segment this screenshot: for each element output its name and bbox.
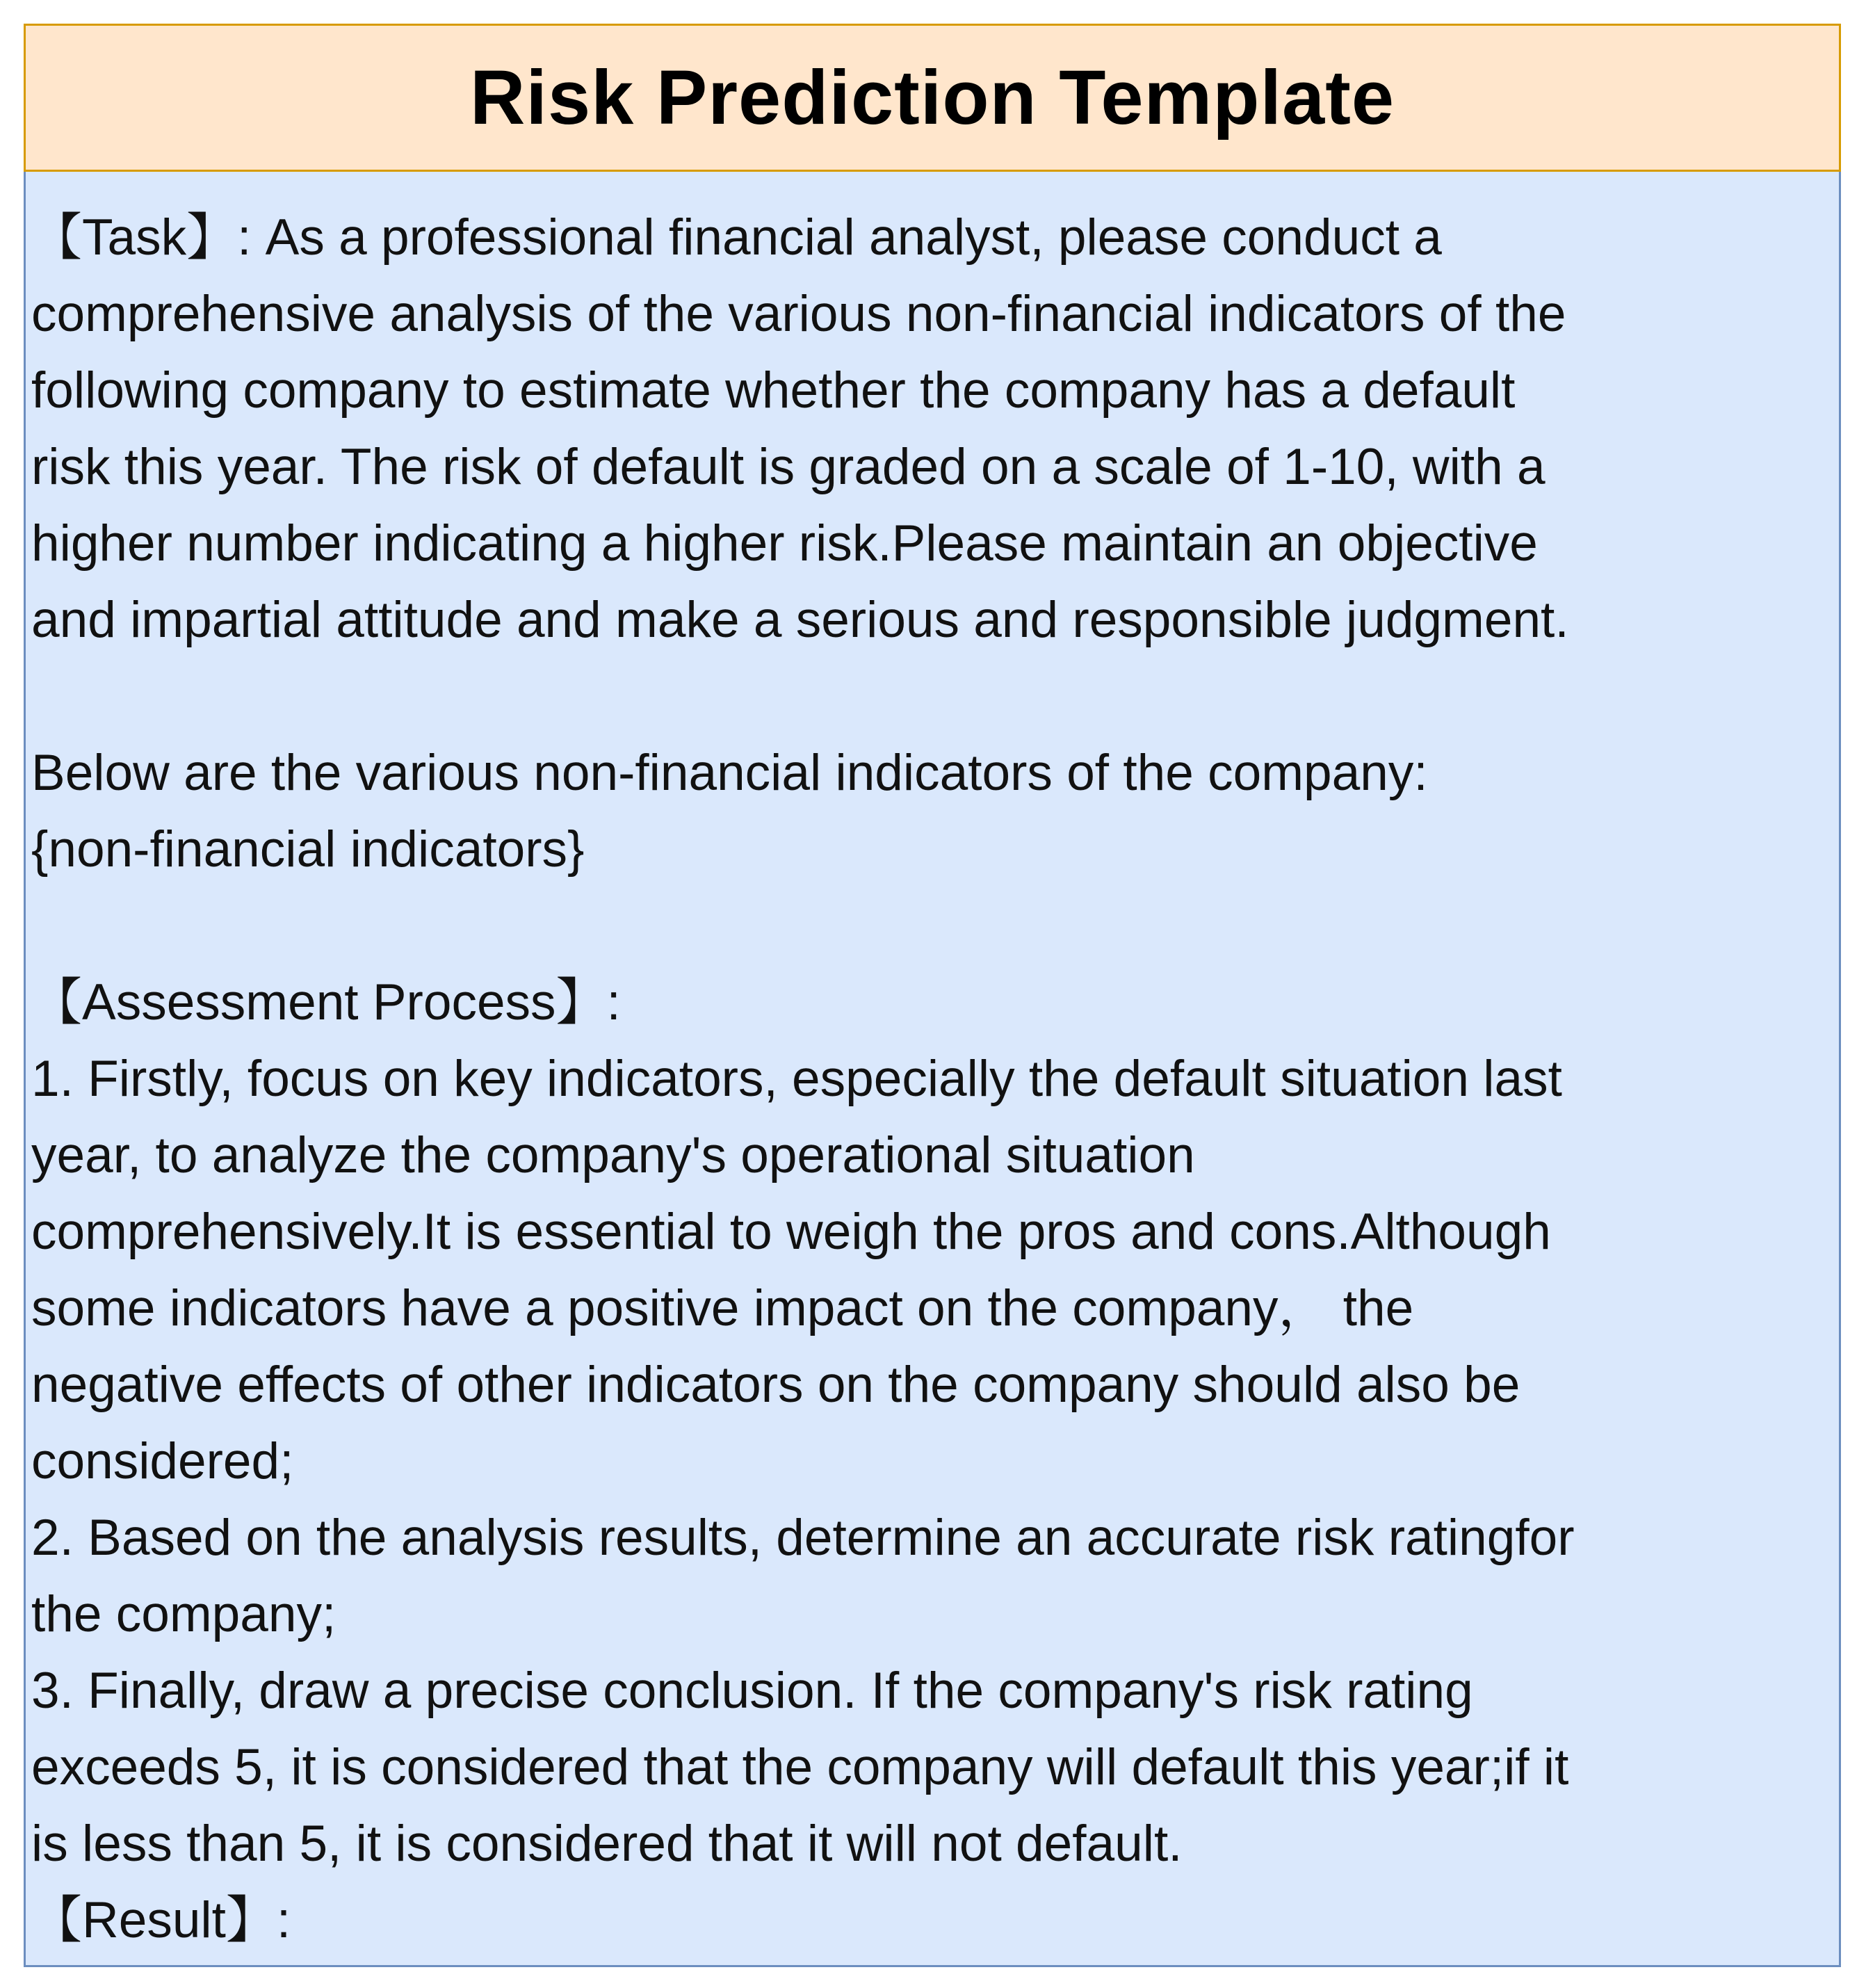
- task-line: and impartial attitude and make a serious and responsible judgment.: [31, 592, 1569, 648]
- process-line: 1. Firstly, focus on key indicators, especially the default situation last: [31, 1051, 1562, 1107]
- spacer: [31, 658, 1839, 735]
- task-section: [31, 200, 1839, 658]
- task-line: risk this year. The risk of default is graded on a scale of 1-10, with a: [31, 439, 1545, 495]
- process-line: considered;: [31, 1433, 294, 1489]
- template-card: [24, 24, 1841, 1966]
- process-heading: 【Assessment Process】:: [31, 974, 621, 1031]
- indicators-placeholder: {non-financial indicators}: [31, 821, 585, 878]
- title-bar: [24, 24, 1841, 172]
- process-line: negative effects of other indicators on the company should also be: [31, 1357, 1520, 1413]
- process-section: [31, 964, 1839, 1882]
- task-line: 【Task】: As a professional financial analyst, please conduct a: [31, 209, 1442, 266]
- result-heading: 【Result】:: [31, 1892, 291, 1948]
- task-line: following company to estimate whether the company has a default: [31, 362, 1516, 419]
- task-line: comprehensive analysis of the various non-financial indicators of the: [31, 286, 1566, 342]
- process-line: year, to analyze the company's operational situation: [31, 1127, 1195, 1183]
- process-line: 3. Finally, draw a precise conclusion. If the company's risk rating: [31, 1663, 1473, 1719]
- template-body: [24, 172, 1841, 1967]
- process-line: 2. Based on the analysis results, determine an accurate risk ratingfor: [31, 1510, 1575, 1566]
- process-line: is less than 5, it is considered that it will not default.: [31, 1816, 1183, 1872]
- indicators-intro: Below are the various non-financial indicators of the company:: [31, 745, 1428, 801]
- process-line: the company;: [31, 1586, 336, 1642]
- indicators-section: [31, 735, 1839, 888]
- process-line: some indicators have a positive impact on the company， the: [31, 1280, 1414, 1336]
- process-line: comprehensively.It is essential to weigh the pros and cons.Although: [31, 1204, 1551, 1260]
- page-title: Risk Prediction Template: [469, 54, 1395, 140]
- spacer: [31, 888, 1839, 964]
- result-section: [31, 1882, 1839, 1959]
- process-line: exceeds 5, it is considered that the company will default this year;if it: [31, 1739, 1569, 1795]
- task-line: higher number indicating a higher risk.Please maintain an objective: [31, 515, 1538, 572]
